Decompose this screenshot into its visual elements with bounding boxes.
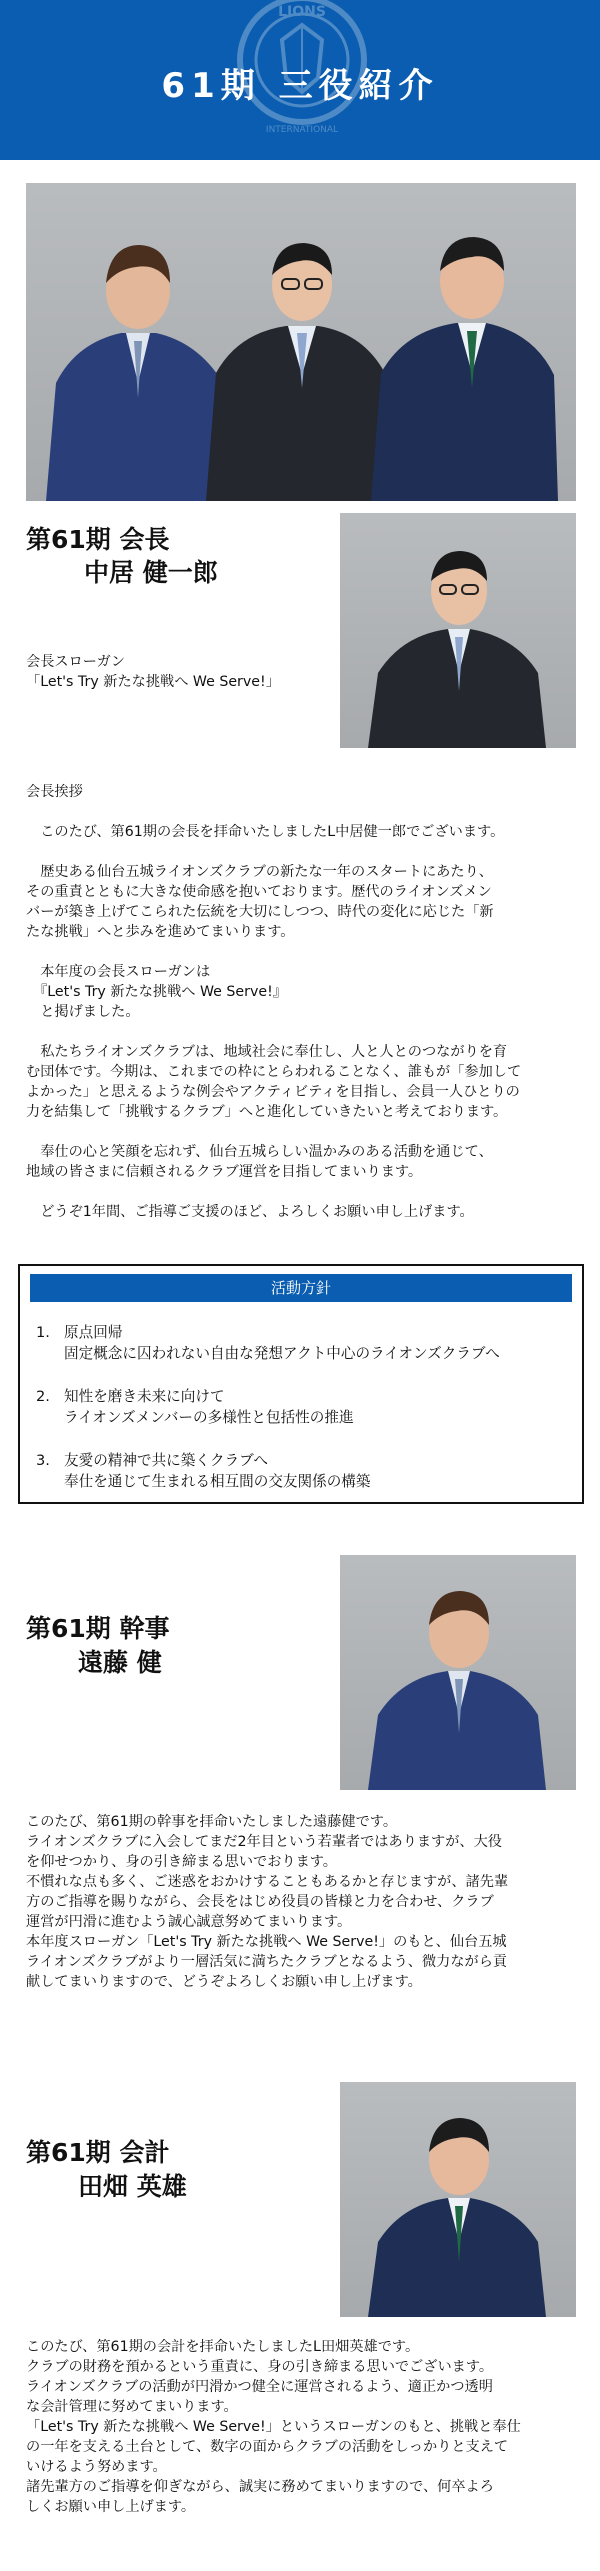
list-item-heading: 原点回帰	[64, 1324, 123, 1341]
secretary-greeting: このたび、第61期の幹事を拝命いたしました遠藤健です。 ライオンズクラブに入会してまだ2年目という若輩者ではありますが、大役 を仰せつかり、身の引き締まる思いでおります。 不慣れな点も多く、ご迷惑をおかけすることもあるかと存じますが、諸先輩 方のご指導を賜りながら、会長をはじめ役員の皆様と力を合わせ、クラブ 運営が円滑に進むよう誠心誠意努めてまいります。 本年度スローガン「Let's Try 新たな挑戦へ We Serve!」のもと、仙台五城 ライオンズクラブがより一層活気に満ちたクラブとなるよう、微力ながら貢 献してまいりますので、どうぞよろしくお願い申し上げます。	[26, 1814, 509, 1990]
list-item-heading: 知性を磨き未来に向けて	[64, 1388, 225, 1405]
secretary-name: 遠藤 健	[78, 1648, 162, 1677]
treasurer-portrait	[340, 2082, 576, 2317]
list-item	[36, 1450, 582, 1492]
treasurer-name: 田畑 英雄	[78, 2172, 187, 2201]
activity-policy-list	[20, 1302, 582, 1492]
president-greeting: このたび、第61期の会長を拝命いたしましたL中居健一郎でございます。 歴史ある仙台五城ライオンズクラブの新たな一年のスタートにあたり、 その重責とともに大きな使命感を抱いております。歴代のライオンズメン バーが築き上げてこられた伝統を大切にしつつ、時代の変化に応じた「新 たな挑戦」へと歩みを進めてまいります。 本年度の会長スローガンは 『Let's Try 新たな挑戦へ We Serve!』 と掲げました。 私たちライオンズクラブは、地域社会に奉仕し、人と人とのつながりを育 む団体です。今期は、これまでの枠にとらわれることなく、誰もが「参加して よかった」と思えるような例会やアクティビティを目指し、会員一人ひとりの 力を結集して「挑戦するクラブ」へと進化していきたいと考えております。 奉仕の心と笑顔を忘れず、仙台五城らしい温かみのある活動を通じて、 地域の皆さまに信頼されるクラブ運営を目指してまいります。 どうぞ1年間、ご指導ご支援のほど、よろしくお願い申し上げます。	[26, 824, 522, 1220]
emblem-text-bottom: INTERNATIONAL	[265, 125, 339, 135]
emblem-text-top: LIONS	[278, 4, 326, 20]
group-photo	[26, 183, 576, 501]
list-item-detail: ライオンズメンバーの多様性と包括性の推進	[64, 1409, 354, 1426]
president-slogan-label: 会長スローガン	[26, 654, 126, 670]
secretary-portrait	[340, 1555, 576, 1790]
activity-policy-title: 活動方針	[30, 1274, 572, 1302]
list-item-heading: 友愛の精神で共に築くクラブへ	[64, 1452, 269, 1469]
treasurer-greeting: このたび、第61期の会計を拝命いたしましたL田畑英雄です。 クラブの財務を預かるという重責に、身の引き締まる思いでございます。 ライオンズクラブの活動が円滑かつ健全に運営されるよう、適正かつ透明 な会計管理に努めてまいります。 「Let's Try 新たな挑戦へ We Serve!」というスローガンのもと、挑戦と奉仕 の一年を支える土台として、数字の面からクラブの活動をしっかりと支えて いけるよう努めます。 諸先輩方のご指導を仰ぎながら、誠実に務めてまいりますので、何卒よろ しくお願い申し上げます。	[26, 2339, 521, 2515]
treasurer-role: 第61期 会計	[26, 2138, 170, 2167]
president-greeting-label: 会長挨拶	[26, 784, 83, 800]
president-role: 第61期 会長	[26, 525, 170, 554]
list-item	[36, 1386, 582, 1428]
list-item-number: 1.	[36, 1324, 50, 1341]
list-item-detail: 固定概念に囚われない自由な発想アクト中心のライオンズクラブへ	[64, 1345, 500, 1362]
list-item-detail: 奉仕を通じて生まれる相互間の交友関係の構築	[64, 1473, 371, 1490]
president-portrait	[340, 513, 576, 748]
header-banner	[0, 0, 600, 160]
president-slogan: 「Let's Try 新たな挑戦へ We Serve!」	[26, 674, 280, 690]
activity-policy-box	[18, 1264, 584, 1504]
list-item-number: 3.	[36, 1452, 50, 1469]
secretary-role: 第61期 幹事	[26, 1614, 170, 1643]
list-item	[36, 1322, 582, 1364]
president-name: 中居 健一郎	[84, 558, 218, 587]
page-title: 61期 三役紹介	[161, 66, 439, 106]
list-item-number: 2.	[36, 1388, 50, 1405]
